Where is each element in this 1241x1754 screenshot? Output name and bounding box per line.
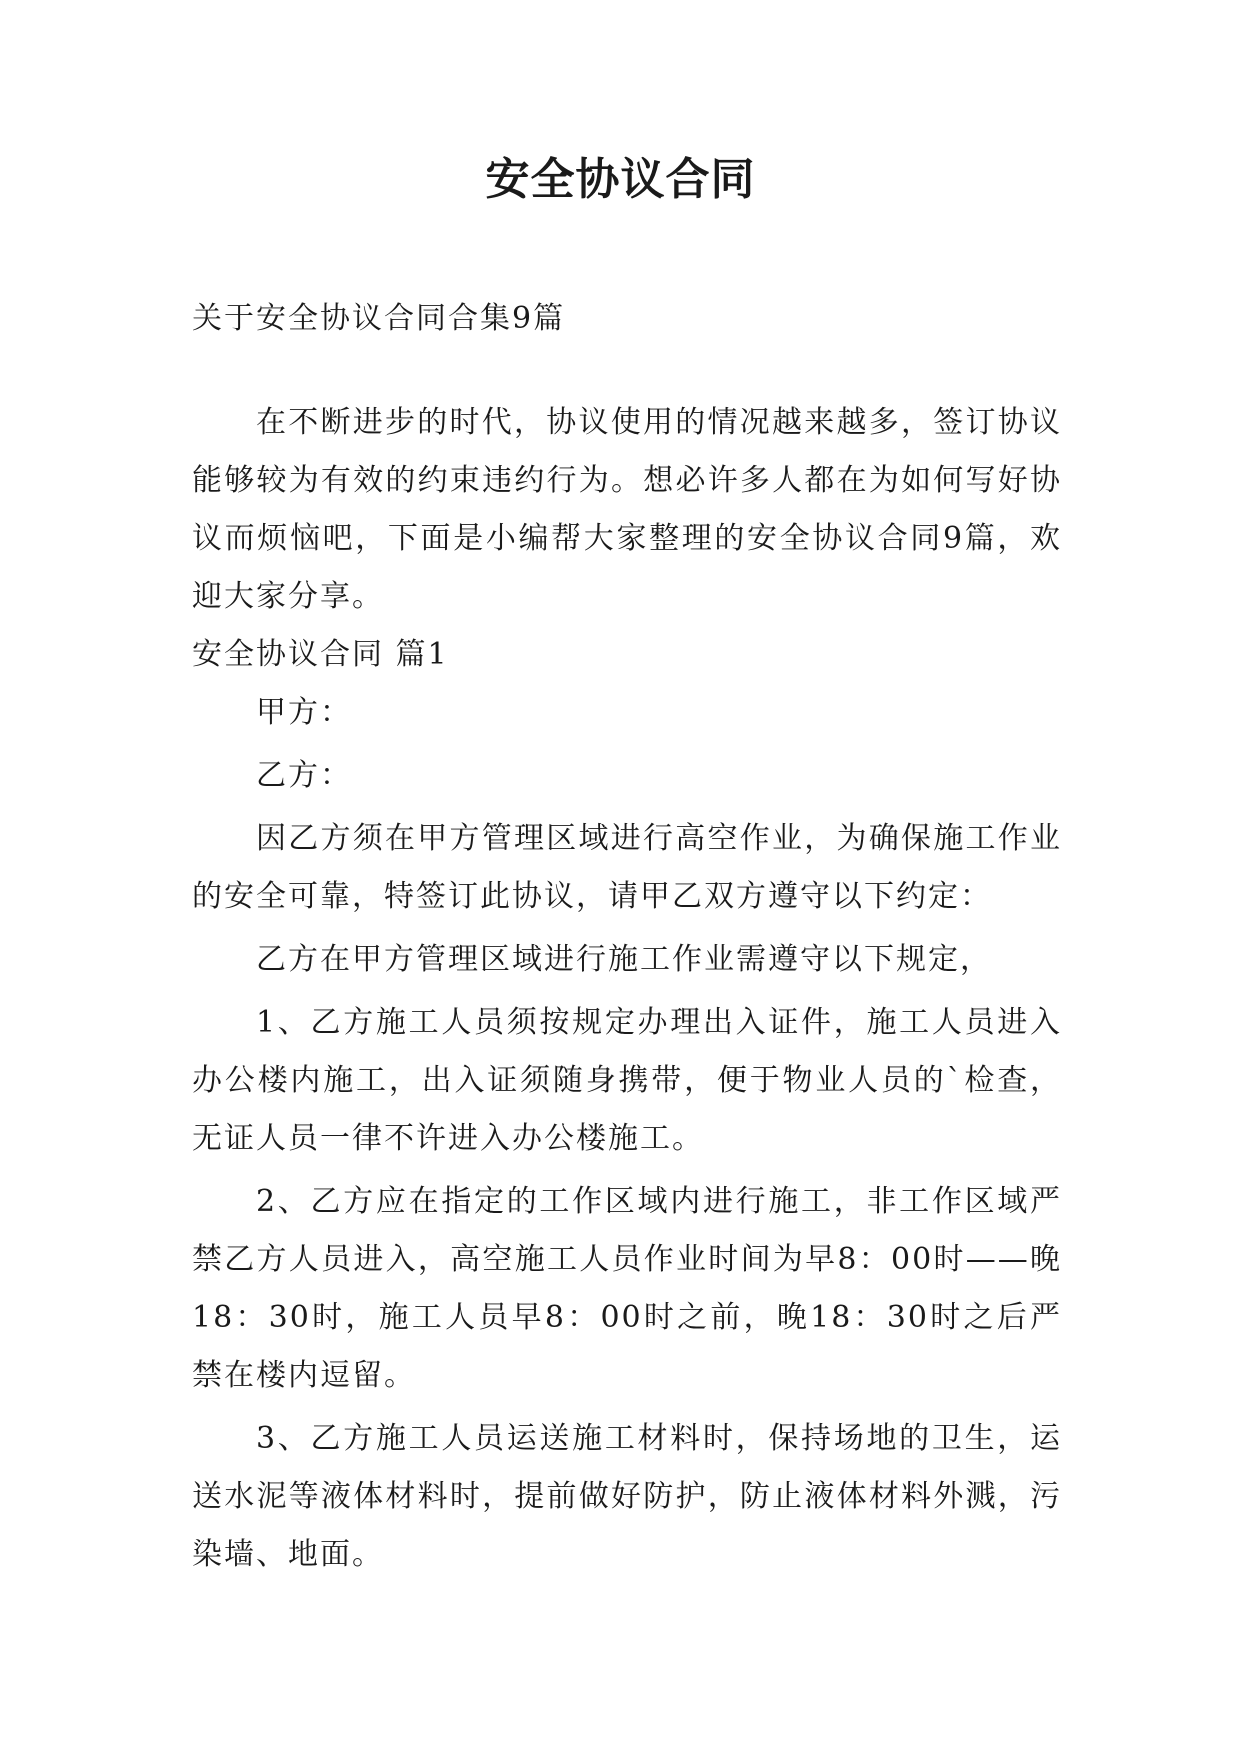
clause-3-paragraph: 3、乙方施工人员运送施工材料时，保持场地的卫生，运送水泥等液体材料时，提前做好防护，防止液体材料外溅，污染墙、地面。 <box>192 1421 1062 1572</box>
party-b-line: 乙方： <box>256 758 352 793</box>
document-title: 安全协议合同 <box>485 154 756 205</box>
intro-paragraph: 在不断进步的时代，协议使用的情况越来越多，签订协议能够较为有效的约束违约行为。想必许多人都在为如何写好协议而烦恼吧，下面是小编帮大家整理的安全协议合同9篇，欢迎大家分享。 <box>192 405 1062 614</box>
clause-2-paragraph: 2、乙方应在指定的工作区域内进行施工，非工作区域严禁乙方人员进入，高空施工人员作业时间为早8：00时——晚18：30时，施工人员早8：00时之前，晚18：30时之后严禁在楼内逗留。 <box>192 1184 1062 1393</box>
rules-intro-paragraph: 乙方在甲方管理区域进行施工作业需遵守以下规定， <box>256 942 992 977</box>
clause-1-paragraph: 1、乙方施工人员须按规定办理出入证件，施工人员进入办公楼内施工，出入证须随身携带，便于物业人员的`检查，无证人员一律不许进入办公楼施工。 <box>192 1005 1062 1156</box>
preamble-paragraph: 因乙方须在甲方管理区域进行高空作业，为确保施工作业的安全可靠，特签订此协议，请甲乙双方遵守以下约定： <box>192 821 1062 914</box>
document-body <box>192 290 1062 1584</box>
party-a-line: 甲方： <box>256 695 352 730</box>
section-heading: 安全协议合同 篇1 <box>192 637 449 672</box>
document-subtitle: 关于安全协议合同合集9篇 <box>192 301 566 336</box>
